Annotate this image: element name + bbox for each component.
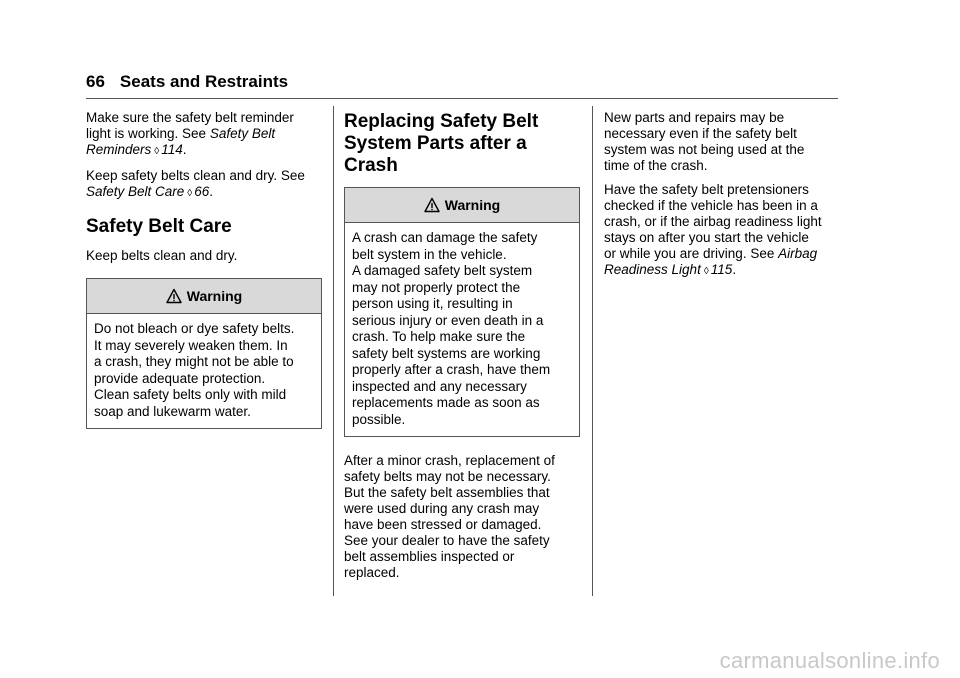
cross-reference-link[interactable]: Safety Belt Reminders ◊ 114 [86, 126, 276, 157]
page-number: 66 [86, 72, 105, 91]
cross-reference-link[interactable]: Airbag Readiness Light ◊ 115 [604, 246, 818, 277]
warning-text: A crash can damage the safety belt system in the vehicle. A damaged safety belt system may not properly protect the person using it, resulting in serious injury or even death in a crash. To help make sure the safety belt systems are working properly after a crash, have them inspected and any necessary replacements made as soon as possible. [352, 230, 551, 427]
section-title: Seats and Restraints [119, 72, 289, 91]
column-divider-1 [333, 106, 334, 596]
section-heading: Replacing Safety Belt System Parts after a Crash [344, 111, 539, 176]
warning-triangle-icon [166, 288, 182, 304]
warning-title: Warning [186, 288, 243, 304]
page-ref-icon: ◊ [187, 188, 193, 199]
warning-title: Warning [444, 197, 501, 213]
column-2 [344, 110, 580, 589]
body-paragraph: New parts and repairs may be necessary even if the safety belt system was not being used at the time of the crash. [604, 110, 805, 173]
warning-header [345, 188, 579, 223]
reminder-paragraph: Make sure the safety belt reminder light is working. See Safety Belt Reminders ◊ 114. [86, 110, 294, 157]
body-paragraph: After a minor crash, replacement of safety belts may not be necessary. But the safety belt assemblies that were used during any crash may have been stressed or damaged. See your dealer to have the safety belt assemblies inspected or replaced. [344, 453, 555, 580]
warning-text: Do not bleach or dye safety belts. It may severely weaken them. In a crash, they might not be able to provide adequate protection. Clean safety belts only with mild soap and lukewarm water. [94, 321, 295, 419]
body-paragraph: Have the safety belt pretensioners checked if the vehicle has been in a crash, or if the airbag readiness light stays on after you start the vehicle or while you are driving. See Airbag Readiness Light ◊ 115. [604, 182, 822, 277]
cross-reference-link[interactable]: Safety Belt Care ◊ 66 [86, 184, 210, 199]
clean-dry-paragraph: Keep safety belts clean and dry. See Safety Belt Care ◊ 66. [86, 168, 305, 199]
body-paragraph: Keep belts clean and dry. [86, 248, 238, 263]
warning-header [87, 279, 321, 314]
warning-box [344, 187, 580, 437]
page-ref-icon: ◊ [703, 266, 709, 277]
page-header [86, 71, 838, 99]
column-3 [604, 110, 842, 288]
column-divider-2 [592, 106, 593, 596]
page-ref-icon: ◊ [154, 146, 160, 157]
warning-triangle-icon [424, 197, 440, 213]
section-heading: Safety Belt Care [86, 216, 232, 237]
watermark: carmanualsonline.info [719, 648, 940, 673]
column-1 [86, 110, 322, 429]
warning-box [86, 278, 322, 429]
